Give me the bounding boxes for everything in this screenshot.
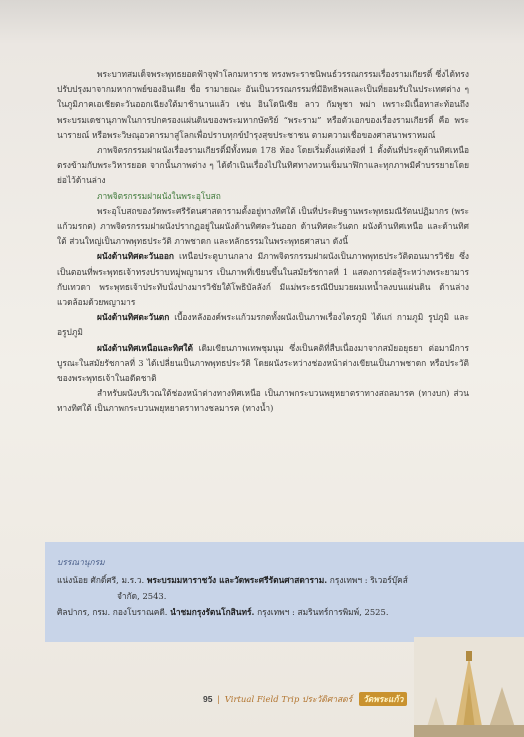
footer-separator: |	[217, 695, 221, 705]
bibliography-content	[57, 554, 487, 620]
bibliography-box	[45, 542, 524, 642]
reference-1-title: พระบรมมหาราชวัง และวัดพระศรีรัตนศาสดาราม.	[146, 575, 328, 585]
paragraph-3: พระอุโบสถของวัดพระศรีรัตนศาสดารามตั้งอยู่ทางทิศใต้ เป็นที่ประดิษฐานพระพุทธมณีรัตนปฏิมากร (พระแก้วมรกต) ภาพจิตรกรรมฝาผนังปรากฏอยู่ในผนังด้านทิศตะวันออก ด้านทิศตะวันตก ผนังด้านทิศเหนือ และด้านทิศใต้ ส่วนใหญ่เป็นภาพพุทธประวัติ ภาพชาดก และหลักธรรมในพระพุทธศาสนา ดังนี้	[57, 205, 469, 247]
reference-1	[57, 572, 487, 588]
reference-2-publisher: กรุงเทพฯ : สมรินทร์การพิมพ์, 2525.	[254, 607, 389, 617]
footer-line	[203, 692, 407, 706]
section-heading: ภาพจิตรกรรมฝาผนังในพระอุโบสถ	[97, 190, 221, 201]
reference-2-title: นำชมกรุงรัตนโกสินทร์.	[170, 607, 255, 617]
footer-title: Virtual Field Trip ประวัติศาสตร์	[224, 695, 353, 705]
reference-1-continued: จำกัด, 2543.	[117, 591, 167, 601]
page-footer	[0, 680, 524, 737]
reference-2-author: ศิลปากร, กรม. กองโบราณคดี.	[57, 607, 171, 617]
north-south-wall-heading: ผนังด้านทิศเหนือและทิศใต้	[97, 342, 193, 353]
footer-logo: วัดพระแก้ว	[359, 692, 407, 706]
paragraph-north-south-wall	[57, 341, 469, 387]
west-wall-text: เบื้องหลังองค์พระแก้วมรกตทั้งผนังเป็นภาพเรื่องไตรภูมิ ได้แก่ กามภูมิ รูปภูมิ และอรูปภูมิ	[57, 312, 469, 338]
west-wall-heading: ผนังด้านทิศตะวันตก	[97, 312, 170, 323]
east-wall-text: เหนือประตูบานกลาง มีภาพจิตรกรรมฝาผนังเป็นภาพพุทธประวัติตอนมารวิชัย ซึ่งเป็นตอนที่พระพุทธเจ้าทรงปราบหมู่พญามาร เป็นภาพที่เขียนขึ้นในสมัยรัชกาลที่ 1 แสดงการต่อสู้ระหว่างพระยามารกับเทวดา พระพุทธเจ้าประทับนั่งปางมารวิชัยใต้โพธิบัลลังก์ มีแม่พระธรณีบีบมวยผมเทน้ำลงบนแผ่นดิน ด้านล่างแวดล้อมด้วยพญามาร	[57, 251, 469, 308]
north-south-wall-text: เดิมเขียนภาพเทพชุมนุม ซึ่งเป็นคติที่สืบเนื่องมาจากสมัยอยุธยา ต่อมามีการบูรณะในสมัยรัชกาลที่ 3 ได้เปลี่ยนเป็นภาพพุทธประวัติ โดยผนังระหว่างช่องหน้าต่างเขียนเป็นภาพชาดก หรือประวัติของพระพุทธเจ้าในอดีตชาติ	[57, 342, 469, 384]
paragraph-east-wall	[57, 249, 469, 310]
reference-2	[57, 604, 487, 620]
page-number: 95	[203, 694, 213, 704]
bibliography-title: บรรณานุกรม	[57, 557, 105, 567]
east-wall-heading: ผนังด้านทิศตะวันออก	[97, 251, 174, 262]
reference-1-publisher: กรุงเทพฯ : ริเวอร์บุ๊คส์	[327, 575, 408, 585]
paragraph-2: ภาพจิตรกรรมฝาผนังเรื่องรามเกียรติ์มีทั้งหมด 178 ห้อง โดยเริ่มตั้งแต่ห้องที่ 1 ตั้งต้นที่ประตูด้านทิศเหนือตรงข้ามกับพระวิหารยอด จากนั้นภาพต่าง ๆ ได้ดำเนินเรื่องไปในทิศทางทวนเข็มนาฬิกาและทุกภาพมีคำบรรยายโดยย่อไว้ด้านล่าง	[57, 145, 469, 186]
paragraph-7: สำหรับผนังบริเวณใต้ช่องหน้าต่างทางทิศเหนือ เป็นภาพกระบวนพยุหยาตราทางสถลมารค (ทางบก) ส่วนทางทิศใต้ เป็นภาพกระบวนพยุหยาตราทางชลมารค (ทางน้ำ)	[57, 388, 469, 414]
reference-1-author: แน่งน้อย ศักดิ์ศรี, ม.ร.ว.	[57, 575, 147, 585]
temple-illustration-icon	[414, 637, 524, 737]
paragraph-west-wall	[57, 310, 469, 340]
article-body	[57, 67, 469, 417]
paragraph-1: พระบาทสมเด็จพระพุทธยอดฟ้าจุฬาโลกมหาราช ทรงพระราชนิพนธ์วรรณกรรมเรื่องรามเกียรติ์ ซึ่งได้ทรงปรับปรุงมาจากมหากาพย์ของอินเดีย ชื่อ รามายณะ อันเป็นวรรณกรรมที่มีอิทธิพลและเป็นที่ยอมรับในประเทศต่าง ๆ ในภูมิภาคเอเชียตะวันออกเฉียงใต้มาช้านานแล้ว เช่น อินโดนีเซีย ลาว กัมพูชา พม่า เพราะมีเนื้อหาสะท้อนถึงพระบรมเดชานุภาพในการปกครองแผ่นดินของพระมหากษัตริย์ “พระราม” หรือตัวเอกของเรื่องรามเกียรติ์ คือ พระนารายณ์ หรือพระวิษณุอวตารมาสู่โลกเพื่อปราบทุกข์บำรุงสุขประชาชน ตามความเชื่อของศาสนาพราหมณ์	[57, 69, 469, 140]
